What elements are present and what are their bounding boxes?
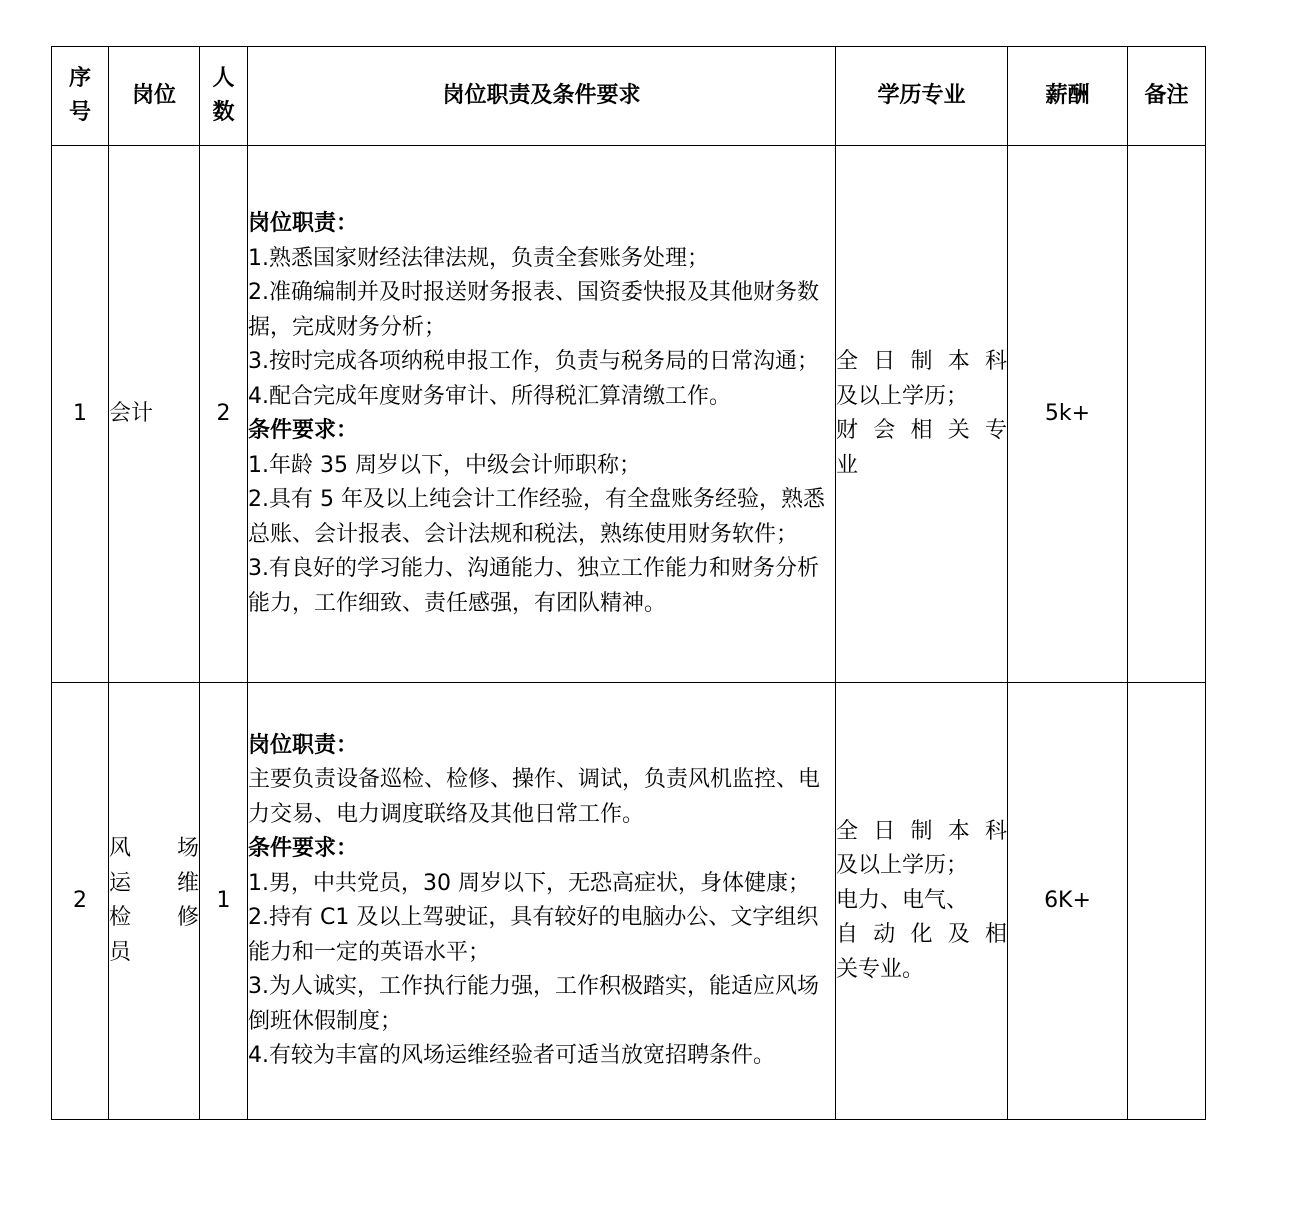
row-salary: 6K+ bbox=[1008, 683, 1128, 1120]
row-education bbox=[836, 683, 1008, 1120]
duty-item: 2.准确编制并及时报送财务报表、国资委快报及其他财务数据，完成财务分析； bbox=[248, 280, 819, 340]
requirement-item: 1.年龄 35 周岁以下，中级会计师职称； bbox=[248, 452, 641, 478]
requirement-item: 3.为人诚实，工作执行能力强，工作积极踏实，能适应风场倒班休假制度； bbox=[248, 974, 819, 1034]
education-line: 及以上学历； bbox=[836, 383, 969, 409]
requirement-item: 1.男，中共党员，30 周岁以下，无恐高症状，身体健康； bbox=[248, 870, 810, 896]
duty-item: 1.熟悉国家财经法律法规，负责全套账务处理； bbox=[248, 245, 709, 271]
row-remark bbox=[1128, 683, 1206, 1120]
row-position: 风 场 运 维 检 修 员 bbox=[109, 683, 200, 1120]
recruitment-table bbox=[51, 46, 1206, 1120]
header-position: 岗位 bbox=[109, 47, 200, 146]
education-line: 关专业。 bbox=[836, 956, 925, 982]
row-duties bbox=[248, 683, 836, 1120]
education-line: 全日制本科 bbox=[836, 818, 1007, 844]
header-remark: 备注 bbox=[1128, 47, 1206, 146]
duties-title: 岗位职责： bbox=[248, 732, 359, 758]
requirements-title: 条件要求： bbox=[248, 418, 359, 443]
header-education: 学历专业 bbox=[836, 47, 1008, 146]
row-count: 2 bbox=[200, 146, 248, 683]
row-salary: 5k+ bbox=[1008, 146, 1128, 683]
header-seq: 序 号 bbox=[52, 47, 109, 146]
table-row bbox=[52, 146, 1206, 683]
header-row bbox=[52, 47, 1206, 146]
requirement-item: 2.具有 5 年及以上纯会计工作经验，有全盘账务经验，熟悉总账、会计报表、会计法规和税法，熟练使用财务软件； bbox=[248, 487, 825, 547]
row-education bbox=[836, 146, 1008, 683]
requirement-item: 3.有良好的学习能力、沟通能力、独立工作能力和财务分析能力，工作细致、责任感强，有团队精神。 bbox=[248, 556, 819, 616]
table-row bbox=[52, 683, 1206, 1120]
duty-item: 4.配合完成年度财务审计、所得税汇算清缴工作。 bbox=[248, 383, 731, 409]
education-line: 财会相关专 bbox=[836, 418, 1007, 443]
education-line: 自动化及相 bbox=[836, 922, 1007, 948]
education-line: 及以上学历； bbox=[836, 853, 969, 879]
header-salary: 薪酬 bbox=[1008, 47, 1128, 146]
row-remark bbox=[1128, 146, 1206, 683]
requirement-item: 2.持有 C1 及以上驾驶证，具有较好的电脑办公、文字组织能力和一定的英语水平； bbox=[248, 905, 819, 965]
row-position: 会计 bbox=[109, 146, 200, 683]
duty-item: 3.按时完成各项纳税申报工作，负责与税务局的日常沟通； bbox=[248, 349, 819, 374]
row-seq: 1 bbox=[52, 146, 109, 683]
duties-title: 岗位职责： bbox=[248, 211, 359, 236]
row-duties bbox=[248, 146, 836, 683]
education-line: 业 bbox=[836, 452, 859, 478]
row-seq: 2 bbox=[52, 683, 109, 1120]
requirement-item: 4.有较为丰富的风场运维经验者可适当放宽招聘条件。 bbox=[248, 1043, 775, 1068]
header-count: 人 数 bbox=[200, 47, 248, 146]
duty-item: 主要负责设备巡检、检修、操作、调试，负责风机监控、电力交易、电力调度联络及其他日常工作。 bbox=[248, 767, 821, 827]
header-duties: 岗位职责及条件要求 bbox=[248, 47, 836, 146]
education-line: 全日制本科 bbox=[836, 349, 1007, 374]
row-count: 1 bbox=[200, 683, 248, 1120]
requirements-title: 条件要求： bbox=[248, 836, 359, 861]
education-line: 电力、电气、 bbox=[836, 887, 969, 913]
